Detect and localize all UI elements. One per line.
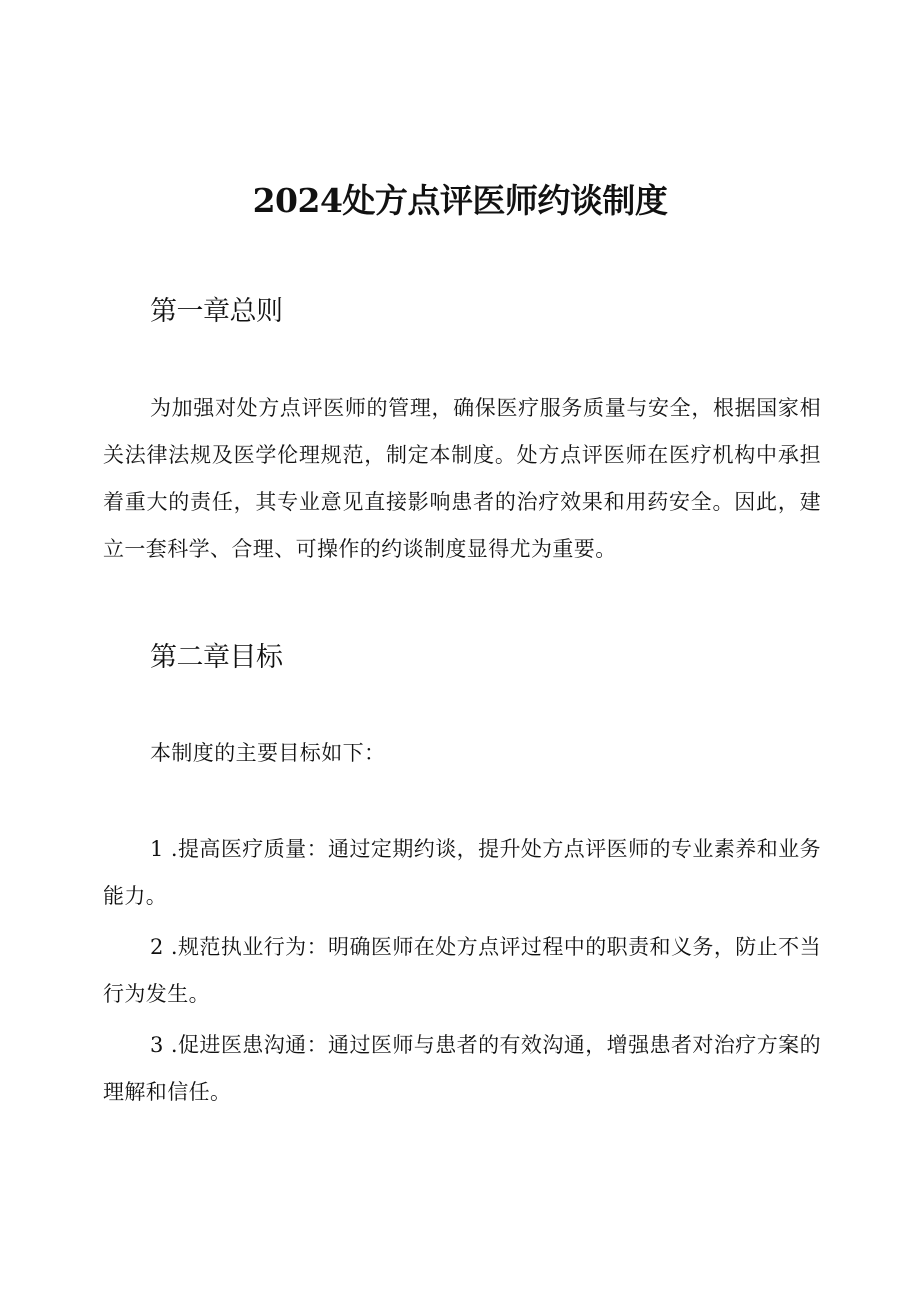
chapter-1-paragraph: 为加强对处方点评医师的管理，确保医疗服务质量与安全，根据国家相关法律法规及医学伦理规范，制定本制度。处方点评医师在医疗机构中承担着重大的责任，其专业意见直接影响患者的治疗效果和用药安全。因此，建立一套科学、合理、可操作的约谈制度显得尤为重要。 <box>103 396 821 561</box>
chapter-2-intro: 本制度的主要目标如下： <box>150 741 386 765</box>
goal-item-1: 1 .提高医疗质量：通过定期约谈，提升处方点评医师的专业素养和业务能力。 <box>103 837 821 908</box>
chapter-1-heading: 第一章总则 <box>150 296 283 327</box>
chapter-2-heading: 第二章目标 <box>150 642 283 673</box>
goal-item-2: 2 .规范执业行为：明确医师在处方点评过程中的职责和义务，防止不当行为发生。 <box>103 935 821 1006</box>
goal-item-3: 3 .促进医患沟通：通过医师与患者的有效沟通，增强患者对治疗方案的理解和信任。 <box>103 1033 821 1104</box>
document-title: 2024处方点评医师约谈制度 <box>252 181 668 220</box>
